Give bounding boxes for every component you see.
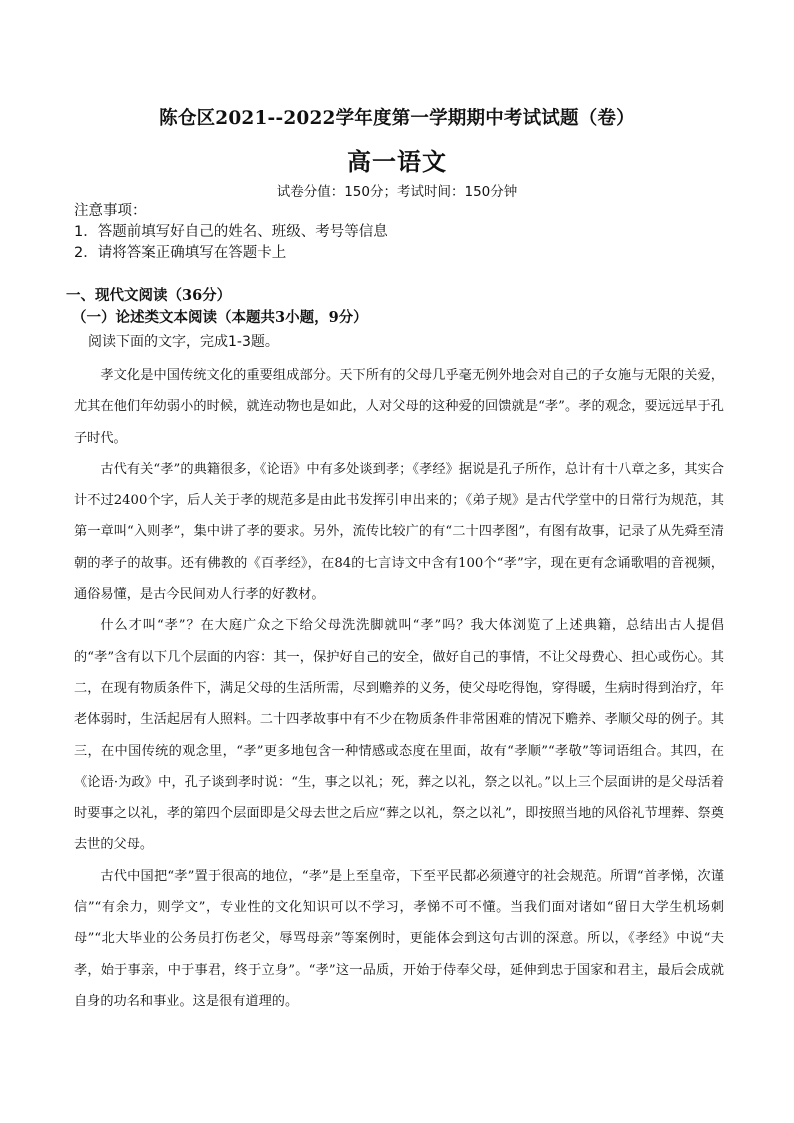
notice-block [74,201,724,264]
section-heading: 一、现代文阅读（36分） [66,287,232,304]
notice-item: 2．请将答案正确填写在答题卡上 [74,245,287,261]
reading-instruction: 阅读下面的文字，完成1-3题。 [88,334,279,350]
notice-heading: 注意事项： [74,203,147,219]
reading-passage [74,360,724,1017]
passage-paragraph: 古代中国把“孝”置于很高的地位，“孝”是上至皇帝，下至平民都必须遵守的社会规范。所谓“首孝悌，次谨信”“有余力，则学文”，专业性的文化知识可以不学习，孝悌不可不懂。当我们面对诸如“留日大学生机场刺母”“北大毕业的公务员打伤老父，辱骂母亲”等案例时，更能体会到这句古训的深意。所以，《孝经》中说“夫孝，始于事亲，中于事君，终于立身”。“孝”这一品质，开始于侍奉父母，延伸到忠于国家和君主，最后会成就自身的功名和事业。这是很有道理的。 [74,868,724,1009]
passage-paragraph: 什么才叫“孝”？在大庭广众之下给父母洗洗脚就叫“孝”吗？我大体浏览了上述典籍，总结出古人提倡的“孝”含有以下几个层面的内容：其一，保护好自己的安全，做好自己的事情，不让父母费心、担心或伤心。其二，在现有物质条件下，满足父母的生活所需，尽到赡养的义务，使父母吃得饱，穿得暖，生病时得到治疗，年老体弱时，生活起居有人照料。二十四孝故事中有不少在物质条件非常困难的情况下赡养、孝顺父母的例子。其三，在中国传统的观念里，“孝”更多地包含一种情感或态度在里面，故有“孝顺”“孝敬”等词语组合。其四，在《论语·为政》中，孔子谈到孝时说：“生，事之以礼；死，葬之以礼，祭之以礼。”以上三个层面讲的是父母活着时要事之以礼，孝的第四个层面即是父母去世之后应“葬之以礼，祭之以礼”，即按照当地的风俗礼节埋葬、祭奠去世的父母。 [74,618,724,853]
passage-paragraph: 古代有关“孝”的典籍很多，《论语》中有多处谈到孝；《孝经》据说是孔子所作，总计有十八章之多，其实合计不过2400个字，后人关于孝的规范多是由此书发挥引申出来的；《弟子规》是古代学堂中的日常行为规范，其第一章叫“入则孝”，集中讲了孝的要求。另外，流传比较广的有“二十四孝图”，有图有故事，记录了从先舜至清朝的孝子的故事。还有佛教的《百孝经》，在84的七言诗文中含有100个“孝”字，现在更有念诵歌唱的音视频，通俗易懂，是古今民间劝人行孝的好教材。 [74,461,724,603]
passage-paragraph: 孝文化是中国传统文化的重要组成部分。天下所有的父母几乎毫无例外地会对自己的子女施与无限的关爱，尤其在他们年幼弱小的时候，就连动物也是如此，人对父母的这种爱的回馈就是“孝”。孝的观念，要远远早于孔子时代。 [74,368,724,446]
score-time-info: 试卷分值：150分；考试时间：150分钟 [276,184,518,200]
notice-item: 1．答题前填写好自己的姓名、班级、考号等信息 [74,224,388,240]
subsection-heading: （一）论述类文本阅读（本题共3小题，9分） [72,309,368,326]
exam-title: 陈仓区2021--2022学年度第一学期期中考试试题（卷） [159,108,635,129]
subject-title: 高一语文 [347,147,447,176]
